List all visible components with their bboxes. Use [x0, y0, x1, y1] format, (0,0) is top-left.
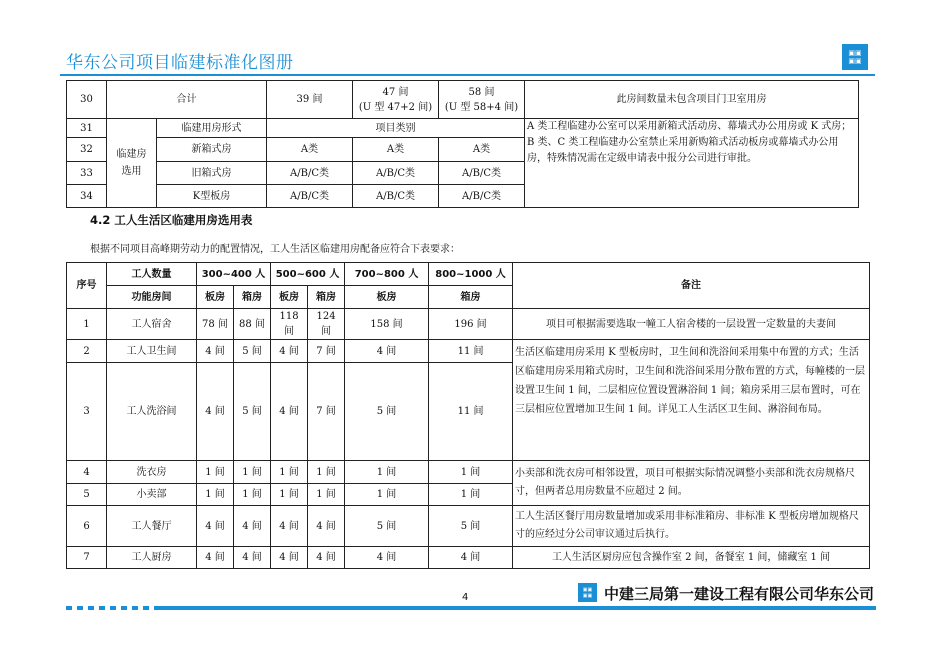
cell-value: 1 间 — [345, 461, 429, 484]
cell-value: 7 间 — [308, 340, 345, 363]
col-header-room: 功能房间 — [107, 286, 197, 309]
cell-value: 1 间 — [429, 461, 513, 484]
cell-value: 58 间 (U 型 58+4 间) — [439, 81, 525, 119]
col-header-no: 序号 — [67, 263, 107, 309]
cell-value: 4 间 — [197, 363, 234, 461]
cell-value: 4 间 — [345, 547, 429, 569]
row-label: 小卖部 — [107, 484, 197, 506]
table-header-row — [67, 263, 870, 286]
cell-value: A/B/C类 — [353, 185, 439, 208]
row-label: 工人餐厅 — [107, 506, 197, 547]
row-number: 6 — [67, 506, 107, 547]
cell-value: 1 间 — [234, 484, 271, 506]
sub-header: 箱房 — [234, 286, 271, 309]
table-row — [67, 461, 870, 484]
row-note: 工人生活区餐厅用房数量增加或采用非标准箱房、非标准 K 型板房增加规格尺寸的应经过分公司审议通过后执行。 — [513, 506, 870, 547]
sub-header: 箱房 — [308, 286, 345, 309]
cell-value: 4 间 — [197, 547, 234, 569]
section-title: 4.2 工人生活区临建用房选用表 — [90, 213, 253, 227]
row-label: 合计 — [107, 81, 267, 119]
cell-value: 4 间 — [197, 506, 234, 547]
row-note: 工人生活区厨房应包含操作室 2 间，备餐室 1 间，储藏室 1 间 — [513, 547, 870, 569]
table-row — [67, 340, 870, 363]
row-label: 工人厨房 — [107, 547, 197, 569]
cell-value: A类 — [267, 138, 353, 162]
cell-value: 1 间 — [308, 461, 345, 484]
cell-value: A/B/C类 — [267, 185, 353, 208]
row-label: K型板房 — [157, 185, 267, 208]
cell-value: 4 间 — [234, 547, 271, 569]
cell-value: 11 间 — [429, 363, 513, 461]
cell-value: A类 — [353, 138, 439, 162]
footer-dots-divider — [66, 606, 156, 610]
table-row — [67, 81, 859, 119]
worker-room-table — [66, 262, 870, 569]
cell-value: 196 间 — [429, 309, 513, 340]
group-header: 500~600 人 — [271, 263, 345, 286]
row-number: 7 — [67, 547, 107, 569]
row-number: 31 — [67, 119, 107, 138]
group-header: 800~1000 人 — [429, 263, 513, 286]
cell-value: 1 间 — [271, 484, 308, 506]
cell-value: 4 间 — [234, 506, 271, 547]
cell-value: 1 间 — [429, 484, 513, 506]
cell-value: 4 间 — [271, 547, 308, 569]
row-note: 生活区临建用房采用 K 型板房时，卫生间和洗浴间采用集中布置的方式；生活区临建用房采用箱式房时，卫生间和洗浴间采用分散布置的方式，每幢楼的一层设置卫生间 1 间，二层相应位置设置淋浴间 1 间；箱房采用三层布置时，可在三层相应位置增加卫生间 1 间。详见工人生活区卫生间、淋浴间布局。 — [513, 340, 870, 461]
cell-value: 124 间 — [308, 309, 345, 340]
cell-value: 11 间 — [429, 340, 513, 363]
section-intro: 根据不同项目高峰期劳动力的配置情况，工人生活区临建用房配备应符合下表要求： — [90, 244, 460, 255]
cell-value: 5 间 — [429, 506, 513, 547]
cell-value: A/B/C类 — [439, 185, 525, 208]
row-note: 此房间数量未包含项目门卫室用房 — [525, 81, 859, 119]
group-header: 300~400 人 — [197, 263, 271, 286]
cell-value: 78 间 — [197, 309, 234, 340]
office-room-table — [66, 80, 859, 208]
row-label: 临建用房形式 — [157, 119, 267, 138]
row-number: 34 — [67, 185, 107, 208]
cell-value: 47 间 (U 型 47+2 间) — [353, 81, 439, 119]
footer-company-name: 中建三局第一建设工程有限公司华东公司 — [604, 585, 875, 603]
footer-divider — [156, 606, 876, 610]
cell-value: 5 间 — [234, 363, 271, 461]
cell-value: 4 间 — [271, 340, 308, 363]
cell-value: A类 — [439, 138, 525, 162]
row-number: 32 — [67, 138, 107, 162]
row-label: 新箱式房 — [157, 138, 267, 162]
cell-value: A/B/C类 — [353, 162, 439, 185]
row-label: 旧箱式房 — [157, 162, 267, 185]
cell-value: 158 间 — [345, 309, 429, 340]
row-label: 工人洗浴间 — [107, 363, 197, 461]
cell-value: 5 间 — [345, 363, 429, 461]
row-label: 工人卫生间 — [107, 340, 197, 363]
cell-value: 4 间 — [308, 547, 345, 569]
footer-logo-icon: ▣▣ ▣▣ — [578, 583, 597, 602]
row-number: 3 — [67, 363, 107, 461]
cell-value: 4 间 — [271, 363, 308, 461]
page-number: 4 — [462, 592, 469, 603]
table-row — [67, 119, 859, 138]
cell-value: 1 间 — [308, 484, 345, 506]
cell-value: 1 间 — [234, 461, 271, 484]
row-note: 小卖部和洗衣房可相邻设置，项目可根据实际情况调整小卖部和洗衣房规格尺寸，但两者总用房数量不应超过 2 间。 — [513, 461, 870, 506]
cell-value: 88 间 — [234, 309, 271, 340]
row-number: 2 — [67, 340, 107, 363]
table-row — [67, 547, 870, 569]
col-header-workers: 工人数量 — [107, 263, 197, 286]
sub-header: 箱房 — [429, 286, 513, 309]
cell-value: 1 间 — [345, 484, 429, 506]
sub-header: 板房 — [197, 286, 234, 309]
col-header-note: 备注 — [513, 263, 870, 309]
table-row — [67, 506, 870, 547]
row-number: 5 — [67, 484, 107, 506]
cell-value: 4 间 — [429, 547, 513, 569]
group-header: 700~800 人 — [345, 263, 429, 286]
cell-value: 4 间 — [271, 506, 308, 547]
cell-value: A/B/C类 — [267, 162, 353, 185]
row-number: 4 — [67, 461, 107, 484]
row-number: 1 — [67, 309, 107, 340]
cell-value: 1 间 — [271, 461, 308, 484]
group-label: 临建房 选用 — [107, 119, 157, 208]
category-header: 项目类别 — [267, 119, 525, 138]
cell-value: 5 间 — [345, 506, 429, 547]
page-header-title: 华东公司项目临建标准化图册 — [66, 53, 294, 73]
cell-value: 4 间 — [345, 340, 429, 363]
cell-value: 1 间 — [197, 484, 234, 506]
row-label: 洗衣房 — [107, 461, 197, 484]
cell-value: 1 间 — [197, 461, 234, 484]
cell-value: A/B/C类 — [439, 162, 525, 185]
cell-value: 4 间 — [308, 506, 345, 547]
selection-note: A 类工程临建办公室可以采用新箱式活动房、幕墙式办公用房或 K 式房；B 类、C 类工程临建办公室禁止采用新购箱式活动板房或幕墙式办公用房，特殊情况需在定级申请表中报分公司进行审批。 — [525, 119, 859, 208]
header-divider — [60, 74, 875, 76]
company-logo-icon: ▣▣ ▣▣ — [842, 44, 868, 70]
cell-value: 118 间 — [271, 309, 308, 340]
row-note: 项目可根据需要选取一幢工人宿舍楼的一层设置一定数量的夫妻间 — [513, 309, 870, 340]
row-number: 30 — [67, 81, 107, 119]
sub-header: 板房 — [345, 286, 429, 309]
sub-header: 板房 — [271, 286, 308, 309]
cell-value: 5 间 — [234, 340, 271, 363]
cell-value: 4 间 — [197, 340, 234, 363]
row-number: 33 — [67, 162, 107, 185]
table-row — [67, 309, 870, 340]
row-label: 工人宿舍 — [107, 309, 197, 340]
cell-value: 39 间 — [267, 81, 353, 119]
cell-value: 7 间 — [308, 363, 345, 461]
